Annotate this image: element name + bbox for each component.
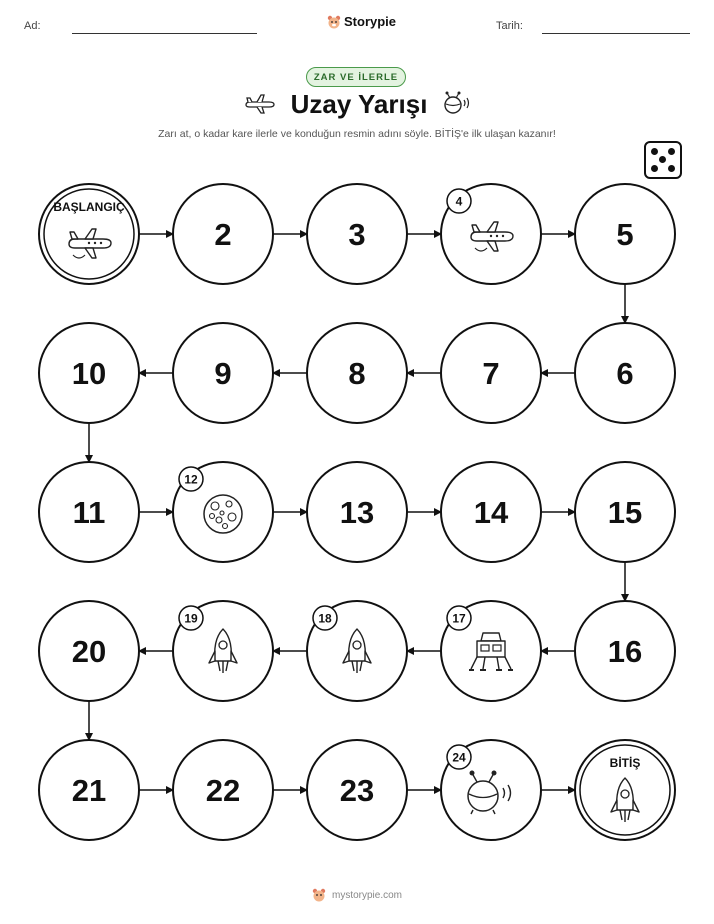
cell-number: 15 <box>607 495 643 530</box>
brand-name: Storypie <box>344 14 397 29</box>
name-label: Ad: <box>24 20 41 32</box>
board-cell-10 <box>39 323 139 423</box>
board-cell-5 <box>575 184 675 284</box>
board-cell-19 <box>173 601 273 701</box>
cell-number: 7 <box>482 356 500 391</box>
board-cell-9 <box>173 323 273 423</box>
board-cell-3 <box>307 184 407 284</box>
board-cell-16 <box>575 601 675 701</box>
board-cell-18 <box>307 601 407 701</box>
cell-number: 13 <box>339 495 375 530</box>
board-cell-25 <box>575 740 675 840</box>
board-cell-1 <box>39 184 139 284</box>
board-cell-12 <box>173 462 273 562</box>
cell-number: 8 <box>348 356 366 391</box>
board-cell-7 <box>441 323 541 423</box>
cell-number: 23 <box>339 773 375 808</box>
cell-number: 22 <box>205 773 241 808</box>
board-cell-23 <box>307 740 407 840</box>
board-cell-13 <box>307 462 407 562</box>
cell-number: 18 <box>318 611 332 626</box>
footer-url: mystorypie.com <box>331 889 402 901</box>
board-cell-22 <box>173 740 273 840</box>
cell-number: 12 <box>184 472 198 487</box>
board-cell-17 <box>441 601 541 701</box>
bear-logo-icon <box>312 888 326 902</box>
board-cell-4 <box>441 184 541 284</box>
cell-number: 17 <box>452 611 466 626</box>
title-text: Uzay Yarışı <box>290 89 428 119</box>
cell-number: 10 <box>71 356 107 391</box>
cell-number: 11 <box>72 495 106 530</box>
board-cell-6 <box>575 323 675 423</box>
board-cell-11 <box>39 462 139 562</box>
start-label: BAŞLANGIÇ <box>53 200 125 214</box>
cell-number: 4 <box>455 194 463 209</box>
cell-number: 21 <box>71 773 107 808</box>
board-cell-8 <box>307 323 407 423</box>
date-label: Tarih: <box>496 20 523 32</box>
cell-number: 19 <box>184 611 198 626</box>
board-cell-24 <box>441 740 541 840</box>
cell-number: 2 <box>214 217 232 252</box>
game-type-badge: ZAR VE İLERLE <box>306 67 406 87</box>
board-cell-15 <box>575 462 675 562</box>
cell-number: 14 <box>473 495 509 530</box>
cell-number: 20 <box>71 634 107 669</box>
cell-number: 16 <box>607 634 643 669</box>
board-cell-14 <box>441 462 541 562</box>
board-cell-21 <box>39 740 139 840</box>
footer <box>0 888 714 902</box>
moon-icon <box>204 495 242 533</box>
cell-number: 24 <box>452 750 466 765</box>
cell-number: 9 <box>214 356 232 391</box>
cell-number: 5 <box>616 217 634 252</box>
cell-number: 3 <box>348 217 366 252</box>
board-cell-20 <box>39 601 139 701</box>
board-cell-2 <box>173 184 273 284</box>
instructions: Zarı at, o kadar kare ilerle ve konduğun resmin adını söyle. BİTİŞ'e ilk ulaşan kazanır! <box>158 128 556 140</box>
cell-number: 6 <box>616 356 634 391</box>
finish-label: BİTİŞ <box>609 756 641 770</box>
